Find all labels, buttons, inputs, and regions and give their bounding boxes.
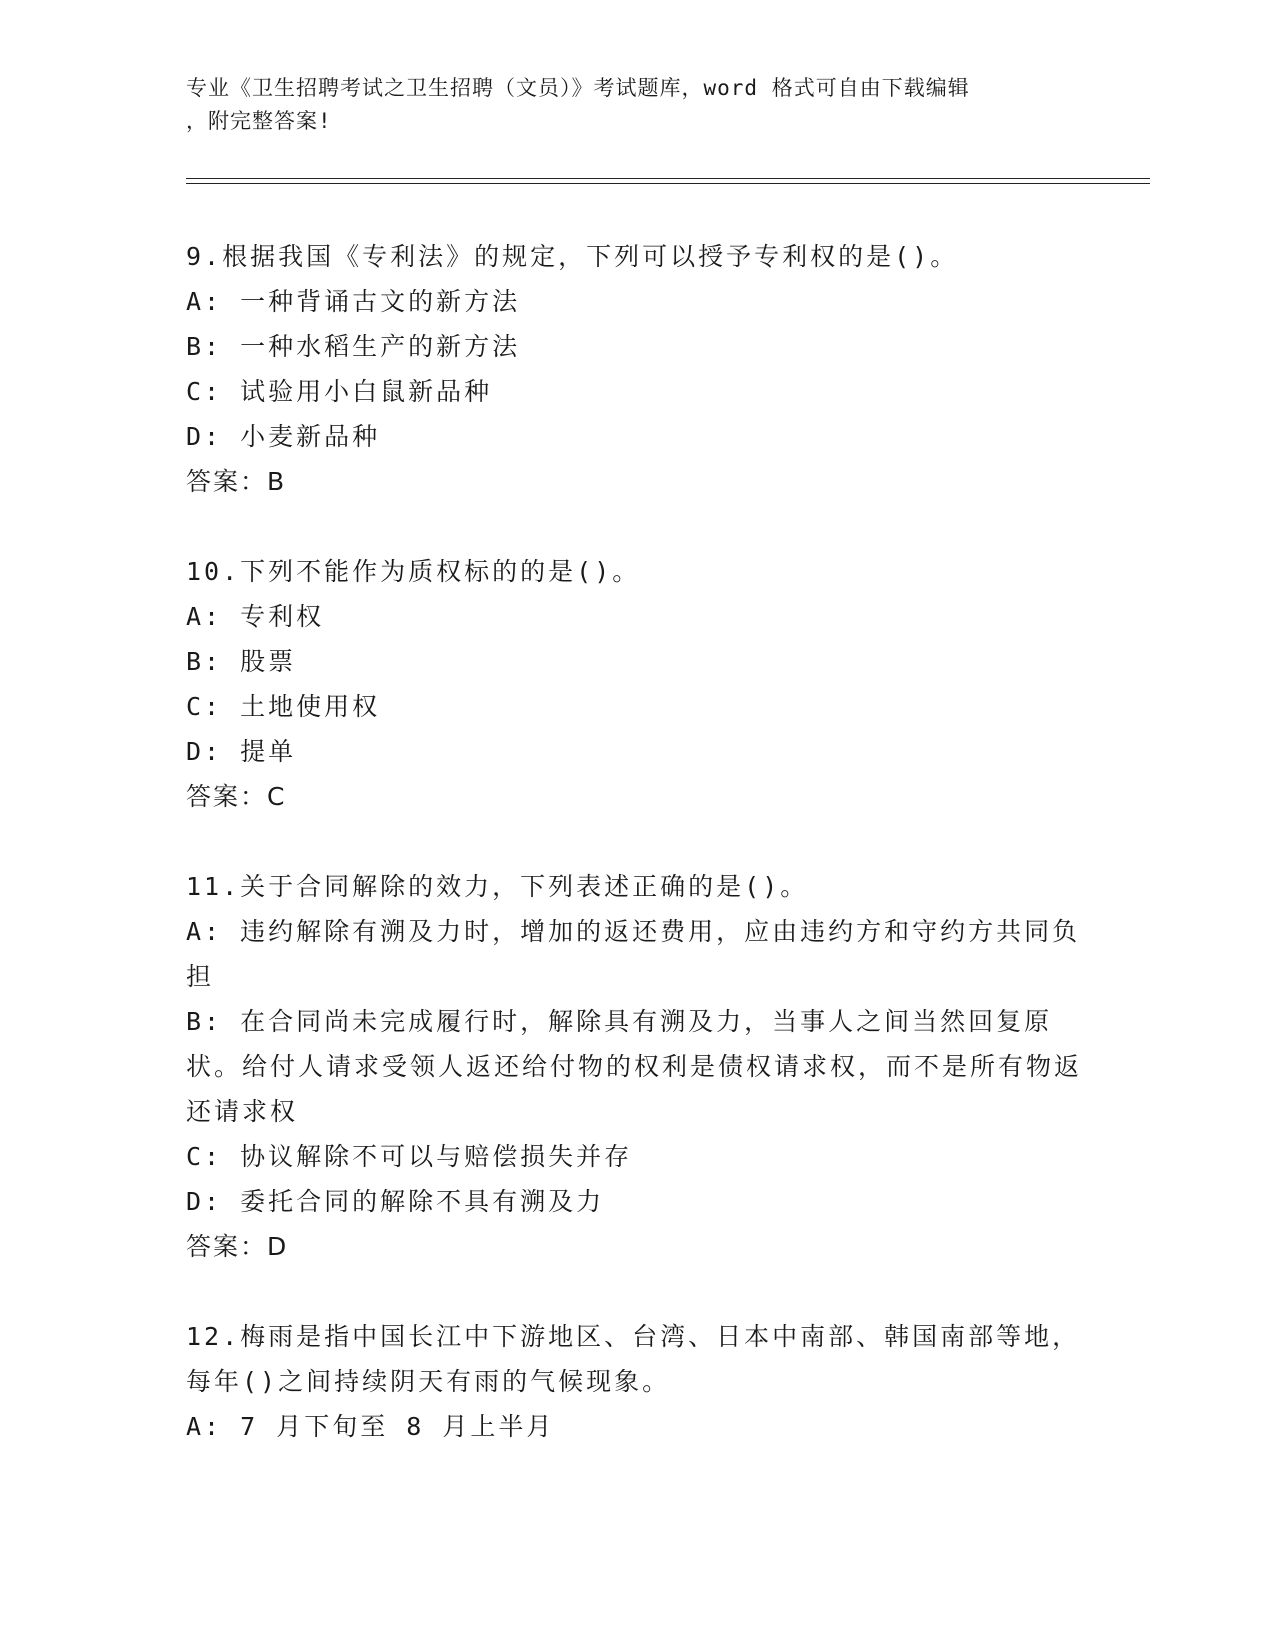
option-a: A: 一种背诵古文的新方法 (186, 287, 521, 316)
document-header (186, 72, 1066, 138)
header-line-1: 专业《卫生招聘考试之卫生招聘（文员）》考试题库，word 格式可自由下载编辑 (186, 76, 970, 100)
answer: 答案：D (186, 1232, 289, 1261)
option-b: B: 在合同尚未完成履行时，解除具有溯及力，当事人之间当然回复原状。给付人请求受领人返还给付物的权利是债权请求权，而不是所有物返还请求权 (186, 1007, 1083, 1126)
question-10 (186, 549, 1086, 819)
question-stem: 10.下列不能作为质权标的的是()。 (186, 557, 641, 586)
question-11 (186, 864, 1086, 1269)
answer: 答案：C (186, 782, 287, 811)
question-stem: 9.根据我国《专利法》的规定，下列可以授予专利权的是()。 (186, 242, 959, 271)
option-a: A: 专利权 (186, 602, 325, 631)
option-b: B: 一种水稻生产的新方法 (186, 332, 521, 361)
question-stem: 11.关于合同解除的效力，下列表述正确的是()。 (186, 872, 809, 901)
header-divider-top (186, 178, 1150, 179)
option-c: C: 协议解除不可以与赔偿损失并存 (186, 1142, 633, 1171)
question-list (186, 234, 1086, 1449)
option-b: B: 股票 (186, 647, 297, 676)
option-d: D: 委托合同的解除不具有溯及力 (186, 1187, 605, 1216)
question-12 (186, 1314, 1086, 1449)
header-divider-bottom (186, 183, 1150, 184)
option-a: A: 违约解除有溯及力时，增加的返还费用，应由违约方和守约方共同负担 (186, 917, 1081, 991)
option-c: C: 试验用小白鼠新品种 (186, 377, 493, 406)
answer: 答案：B (186, 467, 287, 496)
option-a: A: 7 月下旬至 8 月上半月 (186, 1412, 555, 1441)
option-d: D: 提单 (186, 737, 297, 766)
question-9 (186, 234, 1086, 504)
question-stem: 12.梅雨是指中国长江中下游地区、台湾、日本中南部、韩国南部等地，每年()之间持续阴天有雨的气候现象。 (186, 1322, 1081, 1396)
option-c: C: 土地使用权 (186, 692, 381, 721)
header-line-2: ，附完整答案! (186, 109, 332, 133)
option-d: D: 小麦新品种 (186, 422, 381, 451)
